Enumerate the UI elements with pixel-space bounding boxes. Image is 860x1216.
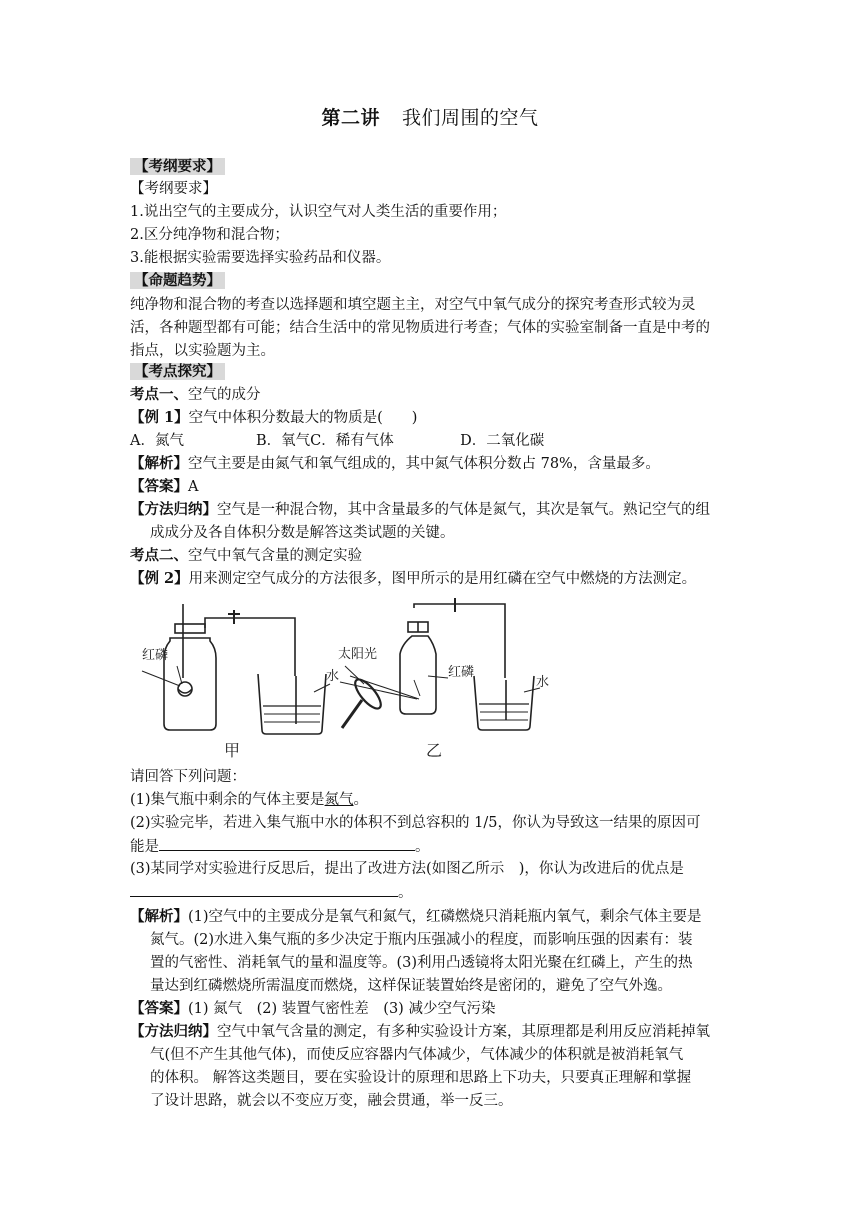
topic-one-heading: 考点一、空气的成分 xyxy=(130,386,261,403)
example-1-answer: 【答案】A xyxy=(130,478,199,495)
example-2-analysis-cont: 置的气密性、消耗氧气的量和温度等。(3)利用凸透镜将太阳光聚在红磷上，产生的热 xyxy=(150,955,693,971)
example-2-method-cont: 气(但不产生其他气体)，而使反应容器内气体减少，气体减少的体积就是被消耗氧气 xyxy=(150,1047,684,1063)
example-2-method-cont: 了设计思路，就会以不变应万变，融会贯通，举一反三。 xyxy=(150,1093,513,1109)
question-2: (2)实验完毕，若进入集气瓶中水的体积不到总容积的 1/5，你认为导致这一结果的原因可 xyxy=(130,815,701,831)
red-phosphorus-spoon xyxy=(178,682,192,696)
beaker-right xyxy=(474,676,534,730)
trend-line: 指点，以实验题为主。 xyxy=(130,343,275,359)
option-b: B．氧气 xyxy=(256,433,311,449)
caption-right: 乙 xyxy=(426,741,443,760)
example-2-method-cont: 的体积。 解答这类题目，要在实验设计的原理和思路上下功夫，只要真正理解和掌握 xyxy=(150,1070,692,1086)
trend-line: 活，各种题型都有可能；结合生活中的常见物质进行考查；气体的实验室制备一直是中考的 xyxy=(130,320,710,336)
example-1-analysis: 【解析】空气主要是由氮气和氧气组成的，其中氮气体积分数占 78%，含量最多。 xyxy=(130,455,660,472)
example-2-analysis-cont: 氮气。(2)水进入集气瓶的多少决定于瓶内压强减小的程度，而影响压强的因素有：装 xyxy=(150,932,693,948)
example-1-method: 【方法归纳】空气是一种混合物，其中含量最多的气体是氮气，其次是氧气。熟记空气的组 xyxy=(130,501,710,518)
trend-line: 纯净物和混合物的考查以选择题和填空题主主，对空气中氧气成分的探究考查形式较为灵 xyxy=(130,297,696,313)
example-2-question: 【例 2】用来测定空气成分的方法很多，图甲所示的是用红磷在空气中燃烧的方法测定。 xyxy=(130,570,697,587)
label-water-right: 水 xyxy=(536,675,550,690)
label-red-phosphorus-left: 红磷 xyxy=(142,648,169,663)
option-c: C．稀有气体 xyxy=(310,433,394,449)
subheading-syllabus: 【考纲要求】 xyxy=(130,181,217,197)
lecture-number: 第二讲 xyxy=(321,107,380,129)
lens-handle xyxy=(342,700,362,728)
experiment-figure xyxy=(130,596,560,766)
example-1-question: 【例 1】空气中体积分数最大的物质是( ) xyxy=(130,409,418,426)
beaker-left xyxy=(258,674,326,734)
answer-blank xyxy=(159,835,415,851)
topic-two-heading: 考点二、空气中氧气含量的测定实验 xyxy=(130,547,362,564)
example-1-method-cont: 成成分及各自体积分数是解答这类试题的关键。 xyxy=(150,525,455,541)
answer-blank xyxy=(130,881,398,897)
syllabus-item: 3.能根据实验需要选择实验药品和仪器。 xyxy=(130,250,391,266)
gas-bottle-right xyxy=(400,636,436,714)
example-2-analysis: 【解析】(1)空气中的主要成分是氧气和氮气，红磷燃烧只消耗瓶内氧气，剩余气体主要是 xyxy=(130,908,702,925)
label-sunlight: 太阳光 xyxy=(338,647,378,662)
question-2-cont: 能是 。 xyxy=(130,835,740,858)
example-2-method: 【方法归纳】空气中氧气含量的测定，有多种实验设计方案，其原理都是利用反应消耗掉氧 xyxy=(130,1023,710,1040)
question-3-cont: 。 xyxy=(130,881,740,904)
option-a: A．氮气 xyxy=(130,433,184,449)
example-2-answer: 【答案】(1) 氮气 (2) 装置气密性差 (3) 减少空气污染 xyxy=(130,1000,496,1017)
example-2-analysis-cont: 量达到红磷燃烧所需温度而燃烧，这样保证装置始终是密闭的，避免了空气外逸。 xyxy=(150,978,672,994)
example-2-prompt: 请回答下列问题： xyxy=(130,769,246,785)
lecture-topic: 我们周围的空气 xyxy=(402,107,539,129)
question-1-answer: 氮气 xyxy=(324,792,354,808)
connecting-tube-left xyxy=(230,618,295,676)
syllabus-item: 1.说出空气的主要成分，认识空气对人类生活的重要作用； xyxy=(130,204,507,220)
option-d: D．二氧化碳 xyxy=(460,433,545,449)
section-heading-exploration: 【考点探究】 xyxy=(130,361,740,383)
connecting-tube-right xyxy=(414,604,470,608)
section-heading-trend: 【命题趋势】 xyxy=(130,270,740,292)
label-red-phosphorus-right: 红磷 xyxy=(448,665,475,680)
question-3: (3)某同学对实验进行反思后，提出了改进方法(如图乙所示 )，你认为改进后的优点是 xyxy=(130,861,684,877)
page-title xyxy=(0,103,860,130)
section-heading-syllabus: 【考纲要求】 xyxy=(130,156,740,178)
caption-left: 甲 xyxy=(224,741,241,760)
label-water-left: 水 xyxy=(326,669,340,684)
example-1-options xyxy=(130,430,740,452)
syllabus-item: 2.区分纯净物和混合物； xyxy=(130,227,289,243)
stopper xyxy=(175,624,205,633)
question-1: (1)集气瓶中剩余的气体主要是氮气。 xyxy=(130,792,369,808)
